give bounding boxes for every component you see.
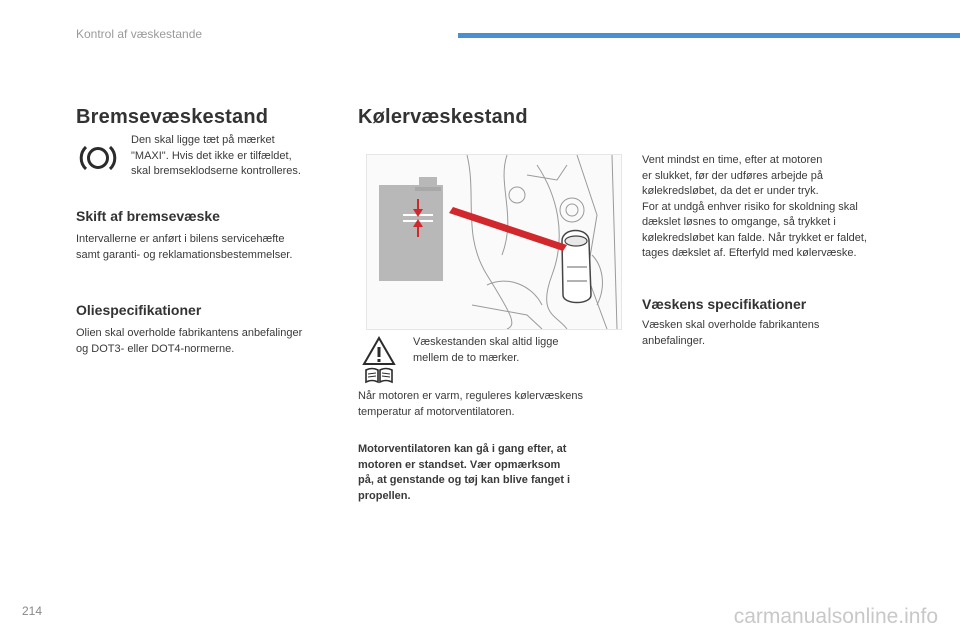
change-heading: Skift af bremsevæske (76, 208, 220, 224)
oil-text-line: og DOT3- eller DOT4-normerne. (76, 342, 235, 355)
brake-heading: Bremsevæskestand (76, 106, 269, 128)
fan-warning-text-line: på, at genstande og tøj kan blive fanget i (358, 474, 571, 486)
wait-text-line: For at undgå enhver risiko for skoldning skal (642, 200, 858, 213)
warning-text-line: mellem de to mærker. (413, 351, 520, 364)
fan-warning-text-line: Motorventilatoren kan gå i gang efter, at (358, 443, 567, 455)
wait-text-line: Vent mindst en time, efter at motoren (642, 154, 823, 166)
hot-engine-text-line: temperatur af motorventilatoren. (358, 405, 515, 418)
coolant-reservoir-illustration (366, 154, 622, 330)
change-text (76, 232, 292, 263)
spec-heading: Væskens specifikationer (642, 296, 807, 312)
wait-text-line: dækslet løsnes to omgange, så trykket i (642, 216, 836, 228)
watermark: carmanualsonline.info (733, 605, 938, 628)
fan-warning-text-line: propellen. (358, 489, 411, 502)
page-number: 214 (22, 604, 43, 618)
brake-warning-icon (78, 142, 118, 174)
section-title: Kontrol af væskestande (76, 27, 203, 41)
brake-text-line: Den skal ligge tæt på mærket (131, 134, 275, 146)
fan-warning-text-line: motoren er standset. Vær opmærksom (358, 458, 561, 471)
header-accent-bar (458, 33, 960, 38)
oil-text-line: Olien skal overholde fabrikantens anbefalinger (76, 327, 303, 339)
wait-text (642, 153, 867, 262)
brake-text-line: skal bremseklodserne kontrolleres. (131, 165, 301, 177)
wait-text-line: tages dækslet af. Efterfyld med kølervæske. (642, 247, 857, 259)
change-text-line: samt garanti- og reklamationsbestemmelser. (76, 248, 293, 261)
spec-text-line: anbefalinger. (642, 334, 705, 347)
wait-text-line: kølekredsløbet kan falde. Når trykket er faldet, (642, 231, 867, 244)
change-text-line: Intervallerne er anført i bilens servicehæfte (76, 233, 285, 245)
caution-manual-icon (362, 336, 396, 384)
oil-heading: Oliespecifikationer (76, 302, 202, 318)
wait-text-line: kølekredsløbet, da det er under tryk. (642, 185, 819, 197)
coolant-heading: Kølervæskestand (358, 106, 528, 128)
hot-engine-text (358, 389, 583, 420)
oil-text (76, 326, 302, 357)
warning-text-line: Væskestanden skal altid ligge (413, 336, 559, 348)
wait-text-line: er slukket, før der udføres arbejde på (642, 169, 823, 182)
fan-warning-text (358, 442, 570, 504)
warning-text (413, 335, 559, 366)
brake-text (131, 133, 301, 180)
spec-text-line: Væsken skal overholde fabrikantens (642, 319, 820, 331)
spec-text (642, 318, 819, 349)
hot-engine-text-line: Når motoren er varm, reguleres kølervæskens (358, 390, 583, 402)
brake-text-line: "MAXI". Hvis det ikke er tilfældet, (131, 149, 292, 162)
